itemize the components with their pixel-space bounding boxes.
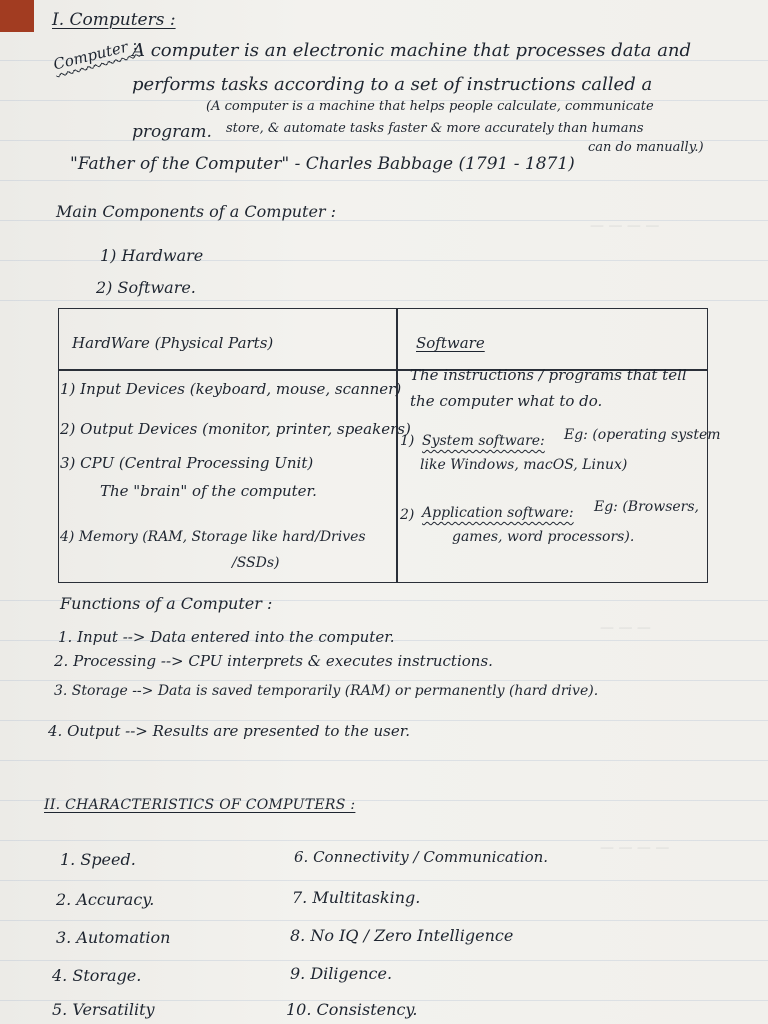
components-title: Main Components of a Computer : (56, 202, 337, 221)
definition-note: store, & automate tasks faster & more accurately than humans (226, 121, 644, 136)
table-software-text: games, word processors). (452, 529, 635, 545)
table-header-software: Software (416, 334, 485, 352)
bleed-through-text: — — — — (590, 218, 660, 234)
table-header-hardware: HardWare (Physical Parts) (72, 334, 274, 352)
ruled-line (0, 720, 768, 721)
characteristics-title: II. CHARACTERISTICS OF COMPUTERS : (44, 797, 356, 813)
table-hardware-row: 3) CPU (Central Processing Unit) (60, 454, 314, 472)
characteristic-item: 9. Diligence. (290, 964, 393, 983)
characteristic-item: 10. Consistency. (286, 1000, 418, 1019)
definition-note: can do manually.) (588, 140, 704, 155)
characteristic-item: 4. Storage. (52, 966, 142, 985)
ruled-line (0, 180, 768, 181)
definition-line: program. (132, 122, 212, 142)
table-hardware-row: /SSDs) (232, 555, 280, 571)
table-hardware-row: 1) Input Devices (keyboard, mouse, scanner) (60, 380, 402, 398)
table-software-text: like Windows, macOS, Linux) (420, 457, 628, 473)
table-column-divider (396, 309, 398, 582)
ruled-line (0, 960, 768, 961)
definition-line: A computer is an electronic machine that processes data and (132, 40, 692, 61)
table-software-bullet: 1) (400, 433, 415, 449)
function-item: 4. Output --> Results are presented to the user. (48, 722, 411, 740)
system-software-label: System software: (422, 433, 545, 449)
table-hardware-row: 4) Memory (RAM, Storage like hard/Drives (60, 529, 366, 545)
father-of-computer: "Father of the Computer" - Charles Babbage (1791 - 1871) (70, 154, 575, 174)
ruled-line (0, 300, 768, 301)
functions-title: Functions of a Computer : (60, 594, 273, 613)
table-hardware-row: The "brain" of the computer. (100, 482, 317, 500)
table-hardware-row: 2) Output Devices (monitor, printer, speakers) (60, 420, 411, 438)
ruled-line (0, 680, 768, 681)
table-software-text: the computer what to do. (410, 392, 603, 410)
component-item: 1) Hardware (100, 246, 204, 265)
table-software-bullet: 2) (400, 507, 415, 523)
characteristic-item: 5. Versatility (52, 1000, 155, 1019)
application-software-label: Application software: (422, 505, 574, 521)
characteristic-item: 2. Accuracy. (56, 890, 155, 909)
characteristic-item: 8. No IQ / Zero Intelligence (290, 926, 514, 945)
table-software-text: Eg: (operating system (564, 427, 721, 443)
ruled-line (0, 920, 768, 921)
table-software-text: The instructions / programs that tell (410, 366, 687, 384)
section-heading: I. Computers : (52, 10, 176, 30)
bleed-through-text: — — — — (600, 840, 670, 856)
table-software-text: Eg: (Browsers, (594, 499, 699, 515)
characteristic-item: 6. Connectivity / Communication. (294, 848, 549, 866)
function-item: 2. Processing --> CPU interprets & executes instructions. (54, 652, 493, 670)
definition-line: performs tasks according to a set of instructions called a (132, 74, 653, 95)
function-item: 1. Input --> Data entered into the computer. (58, 628, 395, 646)
ruled-line (0, 880, 768, 881)
characteristic-item: 3. Automation (56, 928, 171, 947)
ruled-line (0, 760, 768, 761)
characteristic-item: 1. Speed. (60, 850, 136, 869)
characteristic-item: 7. Multitasking. (292, 888, 421, 907)
definition-term: Computer : (51, 35, 140, 74)
bleed-through-text: — — — (600, 620, 651, 636)
page-corner-tab (0, 0, 34, 32)
function-item: 3. Storage --> Data is saved temporarily (RAM) or permanently (hard drive). (54, 683, 599, 699)
component-item: 2) Software. (96, 278, 196, 297)
definition-note: (A computer is a machine that helps people calculate, communicate (206, 99, 654, 114)
